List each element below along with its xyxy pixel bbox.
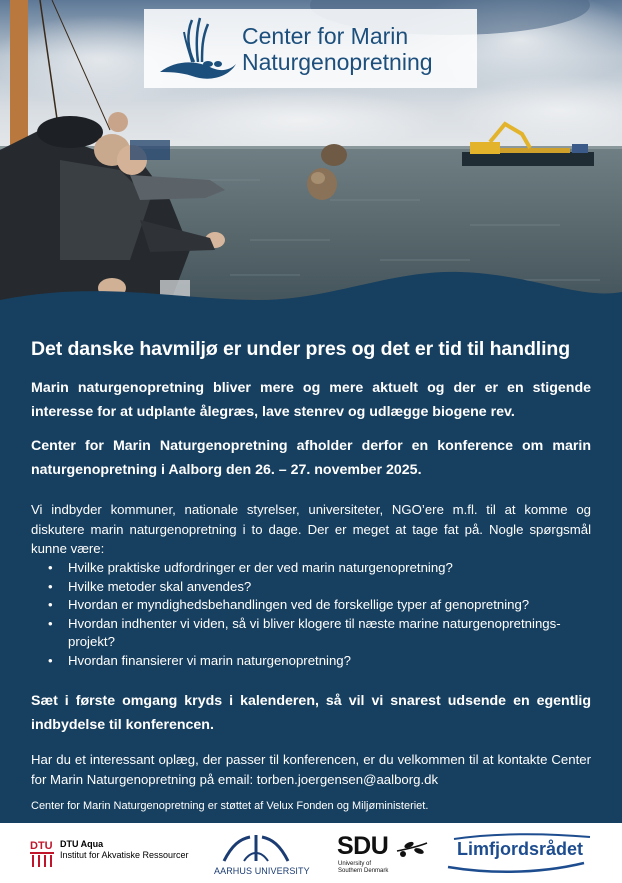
sdu-name: SDU xyxy=(337,832,389,860)
intro-paragraph-2: Center for Marin Naturgenopretning afholder derfor en konference om marin naturgenopretning i Aalborg den 26. – 27. november 2025. xyxy=(31,438,591,478)
headline: Det danske havmiljø er under pres og det er tid til handling xyxy=(31,338,571,360)
save-the-date-paragraph: Sæt i første omgang kryds i kalenderen, så vil vi snarest udsende en egentlig indbydelse til konferencen. xyxy=(31,693,591,733)
hero-photo xyxy=(0,0,622,330)
contact-paragraph: Har du et interessant oplæg, der passer til konferencen, er du velkommen til at kontakte Center for Marin Naturgenopretning på email: torben.joergensen@aalborg.dk xyxy=(31,752,591,787)
dtu-subtitle: Institut for Akvatiske Ressourcer xyxy=(60,850,189,860)
invitation-paragraph: Vi indbyder kommuner, nationale styrelser, universiteter, NGO’ere m.fl. til at komme og diskutere marin naturgenopretning i to dage. Der er meget at tage fat på. Nogle spørgsmål kunne være: xyxy=(31,502,591,556)
limfjordsraadet-logo xyxy=(444,833,594,877)
question-list xyxy=(31,559,591,671)
aarhus-university-name: AARHUS UNIVERSITY xyxy=(214,866,310,876)
intro-paragraph-1: Marin naturgenopretning bliver mere og mere aktuelt og der er en stigende interesse for at udplante ålegræs, lave stenrev og udlægge biogene rev. xyxy=(31,380,591,420)
partner-logos xyxy=(0,823,622,883)
logo-line-2: Naturgenopretning xyxy=(242,48,433,75)
aarhus-seal-icon xyxy=(210,831,310,865)
sdu-subtitle-line-2: Southern Denmark xyxy=(338,868,389,874)
center-logo xyxy=(144,9,477,88)
dtu-mark-icon xyxy=(30,837,56,869)
sdu-logo xyxy=(337,832,437,881)
list-item: • Hvordan finansierer vi marin naturgenopretning? xyxy=(31,652,591,671)
sdu-subtitle xyxy=(338,861,388,875)
limfjordsraadet-name: Limfjordsrådet xyxy=(457,839,584,859)
list-item: • Hvilke metoder skal anvendes? xyxy=(31,578,591,597)
olive-branch-icon xyxy=(395,837,429,861)
support-note: Center for Marin Naturgenopretning er støttet af Velux Fonden og Miljøministeriet. xyxy=(31,800,429,812)
logo-line-1: Center for Marin xyxy=(242,22,409,49)
dtu-mark-text: DTU xyxy=(30,840,53,852)
center-logo-text xyxy=(242,23,433,75)
dtu-name: DTU Aqua xyxy=(60,839,104,849)
seagrass-logo-icon xyxy=(156,14,238,84)
content-panel xyxy=(0,330,622,823)
sdu-subtitle-line-1: University of xyxy=(338,861,372,867)
list-item: • Hvilke praktiske udfordringer er der ved marin naturgenopretning? xyxy=(31,559,591,578)
list-item: • Hvordan er myndighedsbehandlingen ved de forskellige typer af genopretning? xyxy=(31,596,591,615)
list-item: • Hvordan indhenter vi viden, så vi bliver klogere til næste marine naturgenopretnings-projekt? xyxy=(31,615,591,652)
aarhus-university-logo xyxy=(210,831,310,879)
